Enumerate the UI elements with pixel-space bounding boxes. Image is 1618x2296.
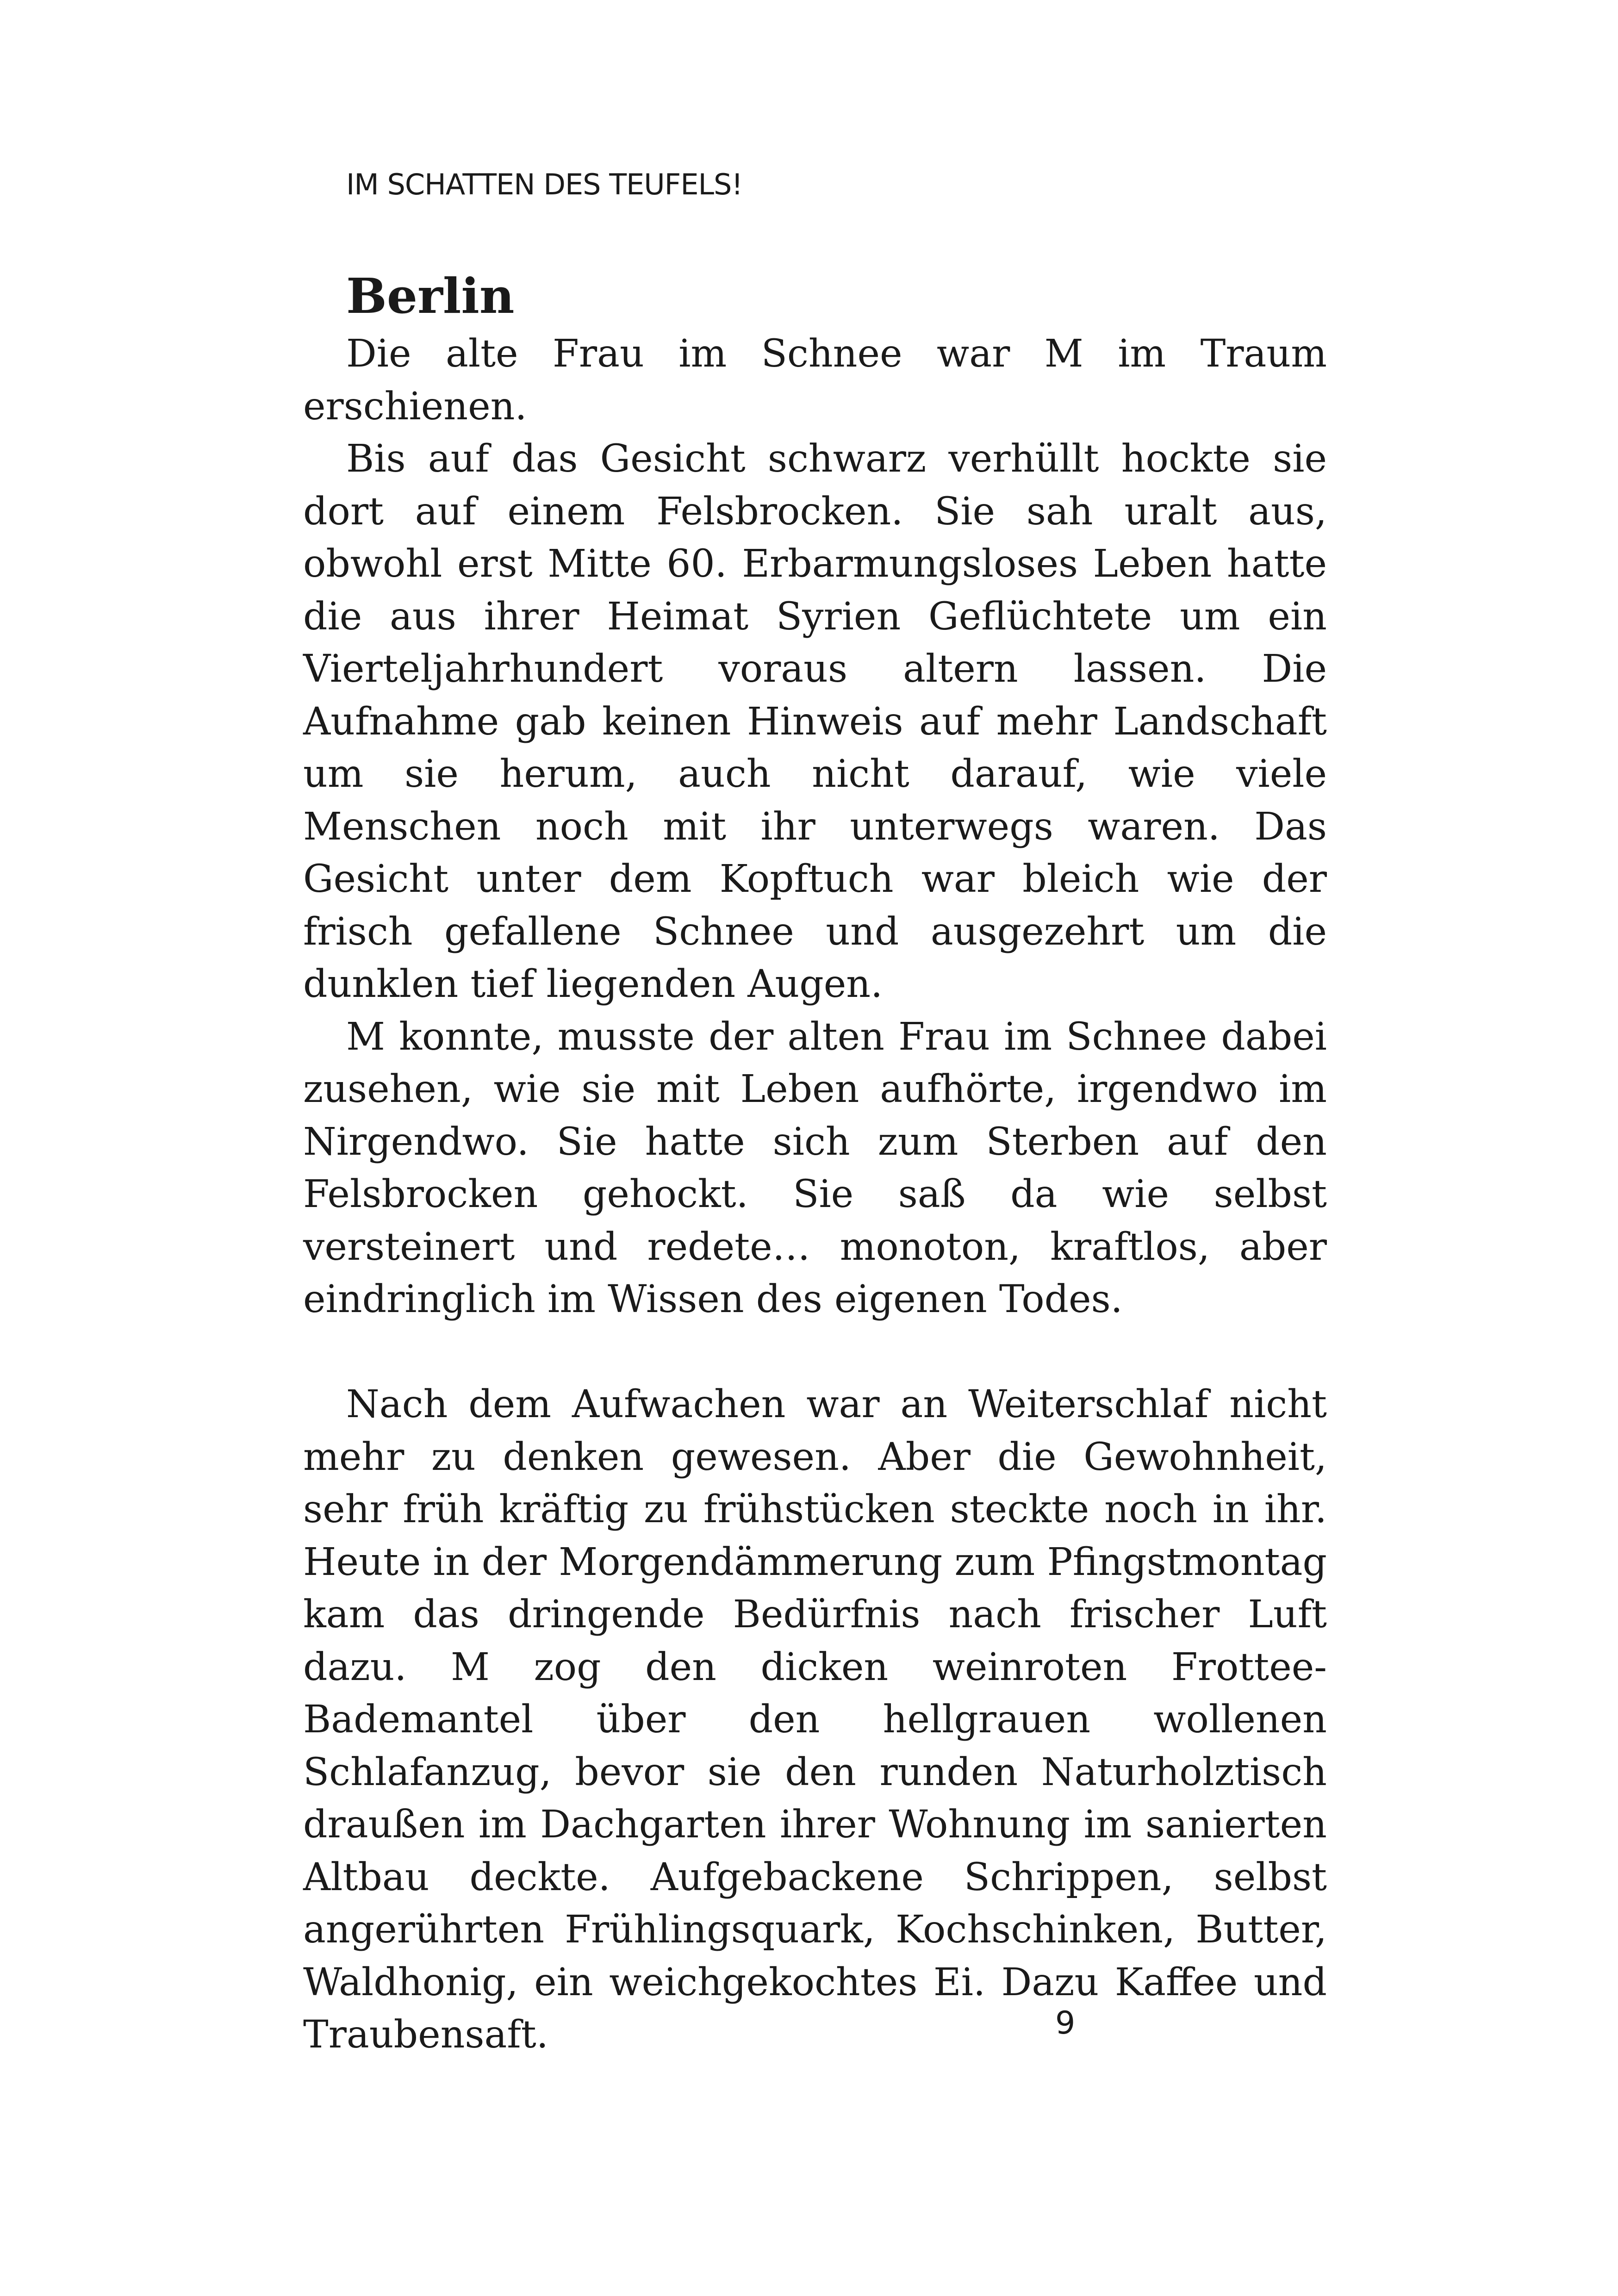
page-number: 9 bbox=[1055, 2005, 1076, 2041]
paragraph: Die alte Frau im Schnee war M im Traum erschienen. bbox=[303, 332, 1327, 429]
chapter-title: Berlin bbox=[346, 268, 515, 324]
running-header: IM SCHATTEN DES TEUFELS! bbox=[346, 168, 743, 201]
paragraph: Bis auf das Gesicht schwarz verhüllt hockte sie dort auf einem Felsbrocken. Sie sah uralt aus, obwohl erst Mitte 60. Erbarmungsloses Leben hatte die aus ihrer Heimat Syrien Geflüchtete um ein Vierteljahrhundert voraus altern lassen. Die Aufnahme gab keinen Hinweis auf mehr Landschaft um sie herum, auch nicht darauf, wie viele Menschen noch mit ihr unterwegs waren. Das Gesicht unter dem Kopftuch war bleich wie der frisch gefallene Schnee und ausgezehrt um die dunklen tief liegenden Augen. bbox=[303, 437, 1327, 1006]
paragraph: M konnte, musste der alten Frau im Schnee dabei zusehen, wie sie mit Leben aufhörte, irgendwo im Nirgendwo. Sie hatte sich zum Sterben auf den Felsbrocken gehockt. Sie saß da wie selbst versteinert und redete… monoton, kraftlos, aber eindringlich im Wissen des eigenen Todes. bbox=[303, 1014, 1327, 1321]
paragraph: Nach dem Aufwachen war an Weiterschlaf nicht mehr zu denken gewesen. Aber die Gewohnheit, sehr früh kräftig zu frühstücken steckte noch in ihr. Heute in der Morgendämmerung zum Pfingstmontag kam das dringende Bedürfnis nach frischer Luft dazu. M zog den dicken weinroten Frottee-Bademantel über den hellgrauen wollenen Schlafanzug, bevor sie den runden Naturholztisch draußen im Dachgarten ihrer Wohnung im sanierten Altbau deckte. Aufgebackene Schrippen, selbst angerührten Frühlingsquark, Kochschinken, Butter, Waldhonig, ein weichgekochtes Ei. Dazu Kaffee und Traubensaft. bbox=[303, 1382, 1327, 2057]
body-text bbox=[303, 268, 1327, 2061]
